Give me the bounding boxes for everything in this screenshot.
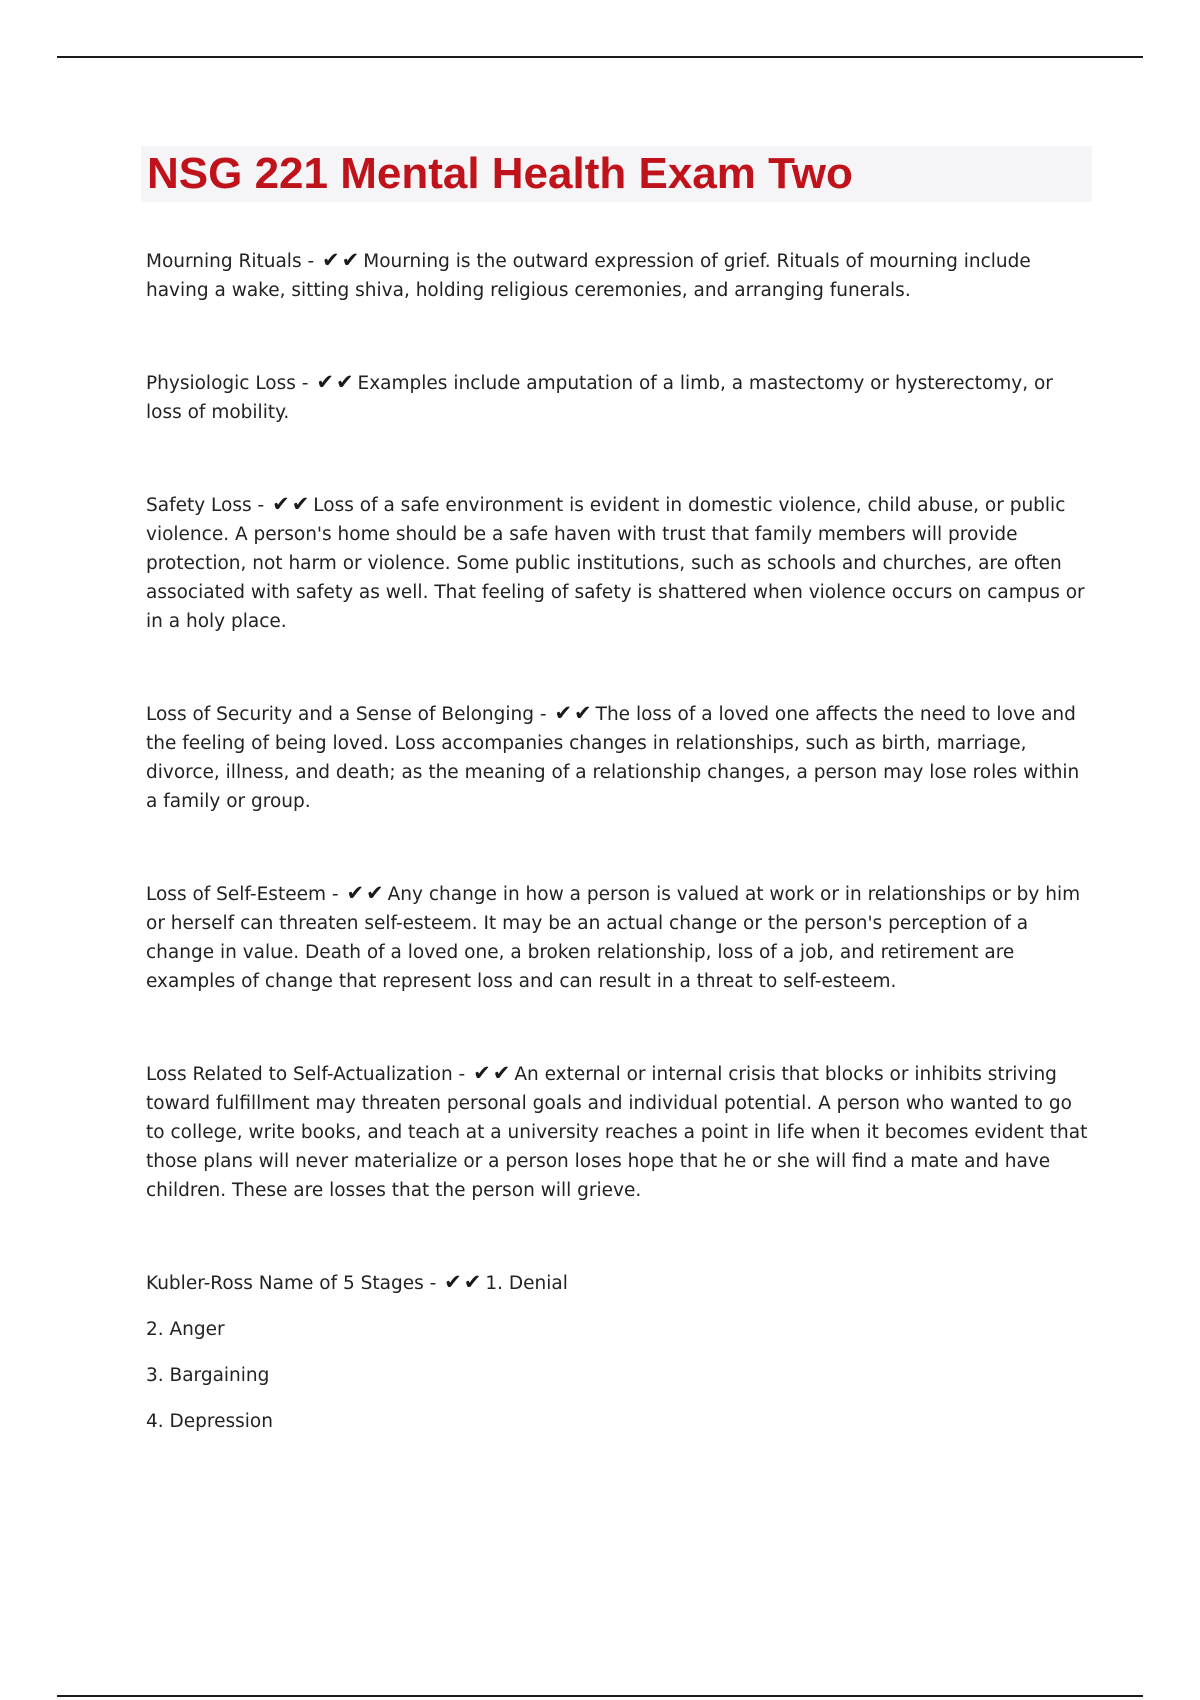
entry-definition: An external or internal crisis that blocks or inhibits striving toward fulfillment may threaten personal goals and individual potential. A person who wanted to go to college, write books, and teach at a university reaches a point in life when it becomes evident that those plans will never materialize or a person loses hope that he or she will find a mate and have children. These are losses that the person will grieve. <box>146 1064 1088 1201</box>
kubler-ross-heading <box>146 1268 1091 1298</box>
top-rule <box>57 56 1143 58</box>
check-marks-icon: ✔✔ <box>346 881 386 905</box>
check-marks-icon: ✔✔ <box>473 1061 513 1085</box>
check-marks-icon: ✔✔ <box>322 248 362 272</box>
stage-item: 2. Anger <box>146 1319 225 1340</box>
entry-definition: Examples include amputation of a limb, a mastectomy or hysterectomy, or loss of mobility. <box>146 373 1053 423</box>
entry-term: Mourning Rituals - <box>146 251 315 272</box>
check-marks-icon: ✔✔ <box>316 370 356 394</box>
entry-term: Loss of Self-Esteem - <box>146 884 339 905</box>
page-title: NSG 221 Mental Health Exam Two <box>147 149 853 198</box>
stage-item: 3. Bargaining <box>146 1365 270 1386</box>
stage-list <box>146 1315 1091 1436</box>
qa-entry-self-actualization <box>146 1059 1091 1205</box>
entry-term: Loss Related to Self-Actualization - <box>146 1064 466 1085</box>
qa-entry-physiologic-loss <box>146 368 1091 427</box>
bottom-rule <box>57 1695 1143 1697</box>
title-band <box>141 146 1092 202</box>
entry-definition: The loss of a loved one affects the need to love and the feeling of being loved. Loss accompanies changes in relationships, such as birth, marriage, divorce, illness, and death; as the meaning of a relationship changes, a person may lose roles within a family or group. <box>146 704 1080 812</box>
qa-entry-security-belonging <box>146 699 1091 816</box>
qa-entries <box>146 246 1091 1436</box>
qa-entry-self-esteem <box>146 879 1091 996</box>
stage-item: 1. Denial <box>485 1273 568 1294</box>
entry-definition: Any change in how a person is valued at work or in relationships or by him or herself can threaten self-esteem. It may be an actual change or the person's perception of a change in value. Death of a loved one, a broken relationship, loss of a job, and retirement are examples of change that represent loss and can result in a threat to self-esteem. <box>146 884 1081 992</box>
entry-term: Loss of Security and a Sense of Belonging - <box>146 704 547 725</box>
stage-item: 4. Depression <box>146 1411 273 1432</box>
qa-entry-kubler-ross <box>146 1268 1091 1436</box>
check-marks-icon: ✔✔ <box>272 492 312 516</box>
entry-definition: Mourning is the outward expression of grief. Rituals of mourning include having a wake, sitting shiva, holding religious ceremonies, and arranging funerals. <box>146 251 1031 301</box>
qa-entry-mourning-rituals <box>146 246 1091 305</box>
check-marks-icon: ✔✔ <box>554 701 594 725</box>
entry-definition: Loss of a safe environment is evident in domestic violence, child abuse, or public violence. A person's home should be a safe haven with trust that family members will provide protection, not harm or violence. Some public institutions, such as schools and churches, are often associated with safety as well. That feeling of safety is shattered when violence occurs on campus or in a holy place. <box>146 495 1085 632</box>
entry-term: Safety Loss - <box>146 495 265 516</box>
check-marks-icon: ✔✔ <box>444 1270 484 1294</box>
entry-term: Kubler-Ross Name of 5 Stages - <box>146 1273 437 1294</box>
qa-entry-safety-loss <box>146 490 1091 636</box>
entry-term: Physiologic Loss - <box>146 373 309 394</box>
